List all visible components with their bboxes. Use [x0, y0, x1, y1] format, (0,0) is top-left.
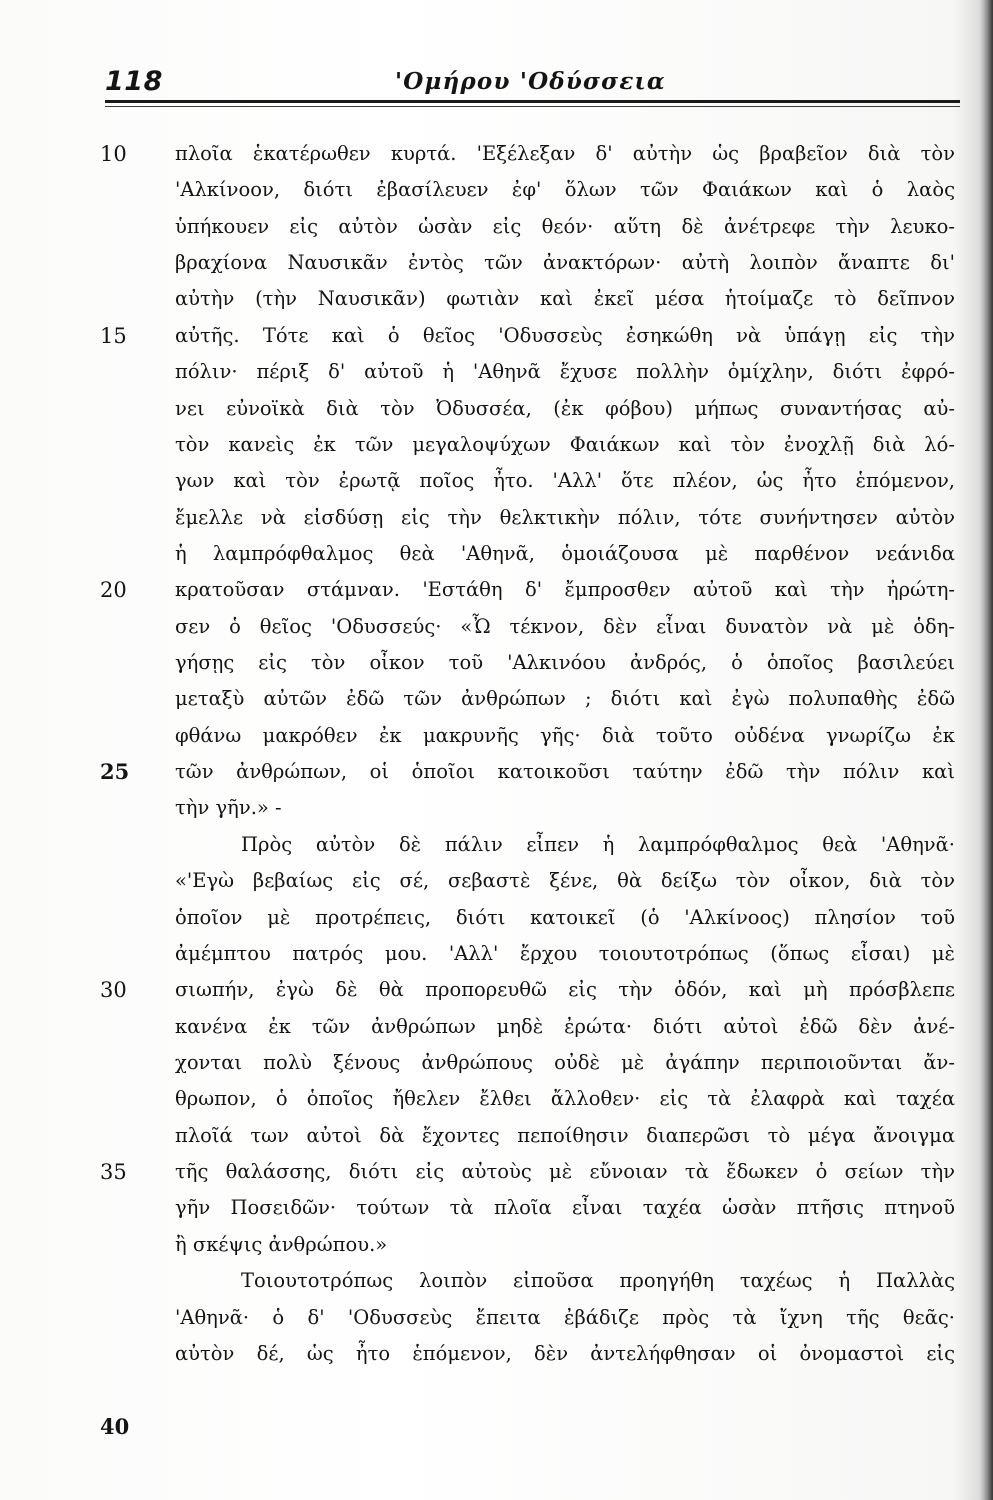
text-line: τὸν κανεὶς ἐκ τῶν μεγαλοψύχων Φαιάκων καὶ τὸν ἐνοχλῇ διὰ λό- — [175, 432, 955, 456]
text-line: αὐτὸν δέ, ὡς ἦτο ἑπόμενον, δὲν ἀντελήφθησαν οἱ ὀνομαστοὶ εἰς — [175, 1341, 955, 1365]
text-line: «'Εγὼ βεβαίως εἰς σέ, σεβαστὲ ξένε, θὰ δείξω τὸν οἶκον, διὰ τὸν — [175, 869, 955, 893]
text-line: Τοιουτοτρόπως λοιπὸν εἰποῦσα προηγήθη ταχέως ἡ Παλλὰς — [241, 1269, 955, 1293]
text-line: κρατοῦσαν στάμναν. 'Εστάθη δ' ἔμπροσθεν αὐτοῦ καὶ τὴν ἠρώτη- — [175, 578, 955, 602]
text-line: γων καὶ τὸν ἐρωτᾷ ποῖος ἦτο. 'Αλλ' ὅτε πλέον, ὡς ἦτο ἑπόμενον, — [175, 469, 955, 493]
line-number: 10 — [100, 142, 127, 166]
text-line: κανένα ἐκ τῶν ἀνθρώπων μηδὲ ἐρώτα· διότι αὐτοὶ ἐδῶ δὲν ἀνέ- — [175, 1014, 955, 1038]
text-line: φθάνω μακρόθεν ἐκ μακρυνῆς γῆς· διὰ τοῦτο οὐδένα γνωρίζω ἐκ — [175, 723, 955, 747]
text-line: πλοῖά των αὐτοὶ δὰ ἔχοντες πεποίθησιν διαπερῶσι τὸ μέγα ἄνοιγμα — [175, 1123, 955, 1147]
text-line: πλοῖα ἑκατέρωθεν κυρτά. 'Εξέλεξαν δ' αὐτὴν ὡς βραβεῖον διὰ τὸν — [175, 142, 955, 165]
text-line: μεταξὺ αὐτῶν ἐδῶ τῶν ἀνθρώπων ; διότι καὶ ἐγὼ πολυπαθὴς ἐδῶ — [175, 687, 955, 711]
text-line: νει εὐνοϊκὰ διὰ τὸν Ὀδυσσέα, (ἐκ φόβου) μήπως συναντήσας αὐ- — [175, 396, 955, 420]
text-line: σεν ὁ θεῖος 'Οδυσσεύς· «Ὦ τέκνον, δὲν εἶναι δυνατὸν νὰ μὲ ὁδη- — [175, 614, 955, 638]
text-line: σιωπήν, ἐγὼ δὲ θὰ προπορευθῶ εἰς τὴν ὁδόν, καὶ μὴ πρόσβλεπε — [175, 978, 955, 1002]
line-number: 25 — [100, 759, 130, 785]
text-line: 'Αθηνᾶ· ὁ δ' 'Οδυσσεὺς ἔπειτα ἐβάδιζε πρὸς τὰ ἴχνη τῆς θεᾶς· — [175, 1305, 955, 1329]
line-number: 20 — [100, 578, 127, 603]
header-rule-thick — [105, 100, 960, 103]
text-line: γήσῃς εἰς τὸν οἶκον τοῦ 'Αλκινόου ἀνδρός, ὁ ὁποῖος βασιλεύει — [175, 651, 955, 675]
page-edge-shadow — [979, 0, 993, 1500]
text-line: ὑπήκουεν εἰς αὐτὸν ὡσὰν εἰς θεόν· αὕτη δὲ ἀνέτρεφε τὴν λευκο- — [175, 214, 955, 238]
text-line: γῆν Ποσειδῶν· τούτων τὰ πλοῖα εἶναι ταχέα ὡσὰν πτῆσις πτηνοῦ — [175, 1196, 955, 1220]
line-number: 15 — [100, 323, 127, 348]
text-line: τὴν γῆν.» - — [175, 796, 282, 820]
header-rule-thin — [105, 106, 960, 107]
text-line: ὁποῖον μὲ προτρέπεις, διότι κατοικεῖ (ὁ 'Αλκίνοος) πλησίον τοῦ — [175, 905, 955, 929]
text-line: αὐτῆς. Τότε καὶ ὁ θεῖος 'Οδυσσεὺς ἐσηκώθη νὰ ὑπάγῃ εἰς τὴν — [175, 323, 955, 347]
line-number: 40 — [100, 1413, 130, 1439]
text-line: πόλιν· πέριξ δ' αὐτοῦ ἡ 'Αθηνᾶ ἔχυσε πολλὴν ὁμίχλην, διότι ἐφρό- — [175, 360, 955, 384]
line-number: 35 — [100, 1160, 127, 1185]
line-number: 30 — [100, 978, 127, 1003]
page-number: 118 — [105, 66, 163, 97]
text-line: Πρὸς αὐτὸν δὲ πάλιν εἶπεν ἡ λαμπρόφθαλμος θεὰ 'Αθηνᾶ· — [241, 832, 955, 856]
text-line: βραχίονα Ναυσικᾶν ἐντὸς τῶν ἀνακτόρων· αὐτὴ λοιπὸν ἄναπτε δι' — [175, 251, 955, 275]
text-line: ἡ λαμπρόφθαλμος θεὰ 'Αθηνᾶ, ὁμοιάζουσα μὲ παρθένον νεάνιδα — [175, 541, 955, 565]
text-line: χονται πολὺ ξένους ἀνθρώπους οὐδὲ μὲ ἀγάπην περιποιοῦνται ἄν- — [175, 1050, 955, 1074]
text-line: 'Αλκίνοον, διότι ἐβασίλευεν ἐφ' ὅλων τῶν Φαιάκων καὶ ὁ λαὸς — [175, 178, 955, 202]
text-line: ἢ σκέψις ἀνθρώπου.» — [175, 1232, 388, 1256]
text-line: ἀμέμπτου πατρός μου. 'Αλλ' ἔρχου τοιουτοτρόπως (ὅπως εἶσαι) μὲ — [175, 941, 955, 965]
running-title: 'Ομήρου 'Οδύσσεια — [395, 68, 666, 95]
text-line: αὐτὴν (τὴν Ναυσικᾶν) φωτιὰν καὶ ἐκεῖ μέσα ἡτοίμαζε τὸ δεῖπνον — [175, 287, 955, 311]
text-line: τῆς θαλάσσης, διότι εἰς αὐτοὺς μὲ εὔνοιαν τὰ ἔδωκεν ὁ σείων τὴν — [175, 1160, 955, 1184]
text-line: θρωπον, ὁ ὁποῖος ἤθελεν ἔλθει ἄλλοθεν· εἰς τὰ ἐλαφρὰ καὶ ταχέα — [175, 1087, 955, 1111]
text-line: ἔμελλε νὰ εἰσδύσῃ εἰς τὴν θελκτικὴν πόλιν, τότε συνήντησεν αὐτὸν — [175, 505, 955, 529]
text-line: τῶν ἀνθρώπων, οἱ ὁποῖοι κατοικοῦσι ταύτην ἐδῶ τὴν πόλιν καὶ — [175, 760, 955, 784]
body-text — [175, 136, 955, 1372]
